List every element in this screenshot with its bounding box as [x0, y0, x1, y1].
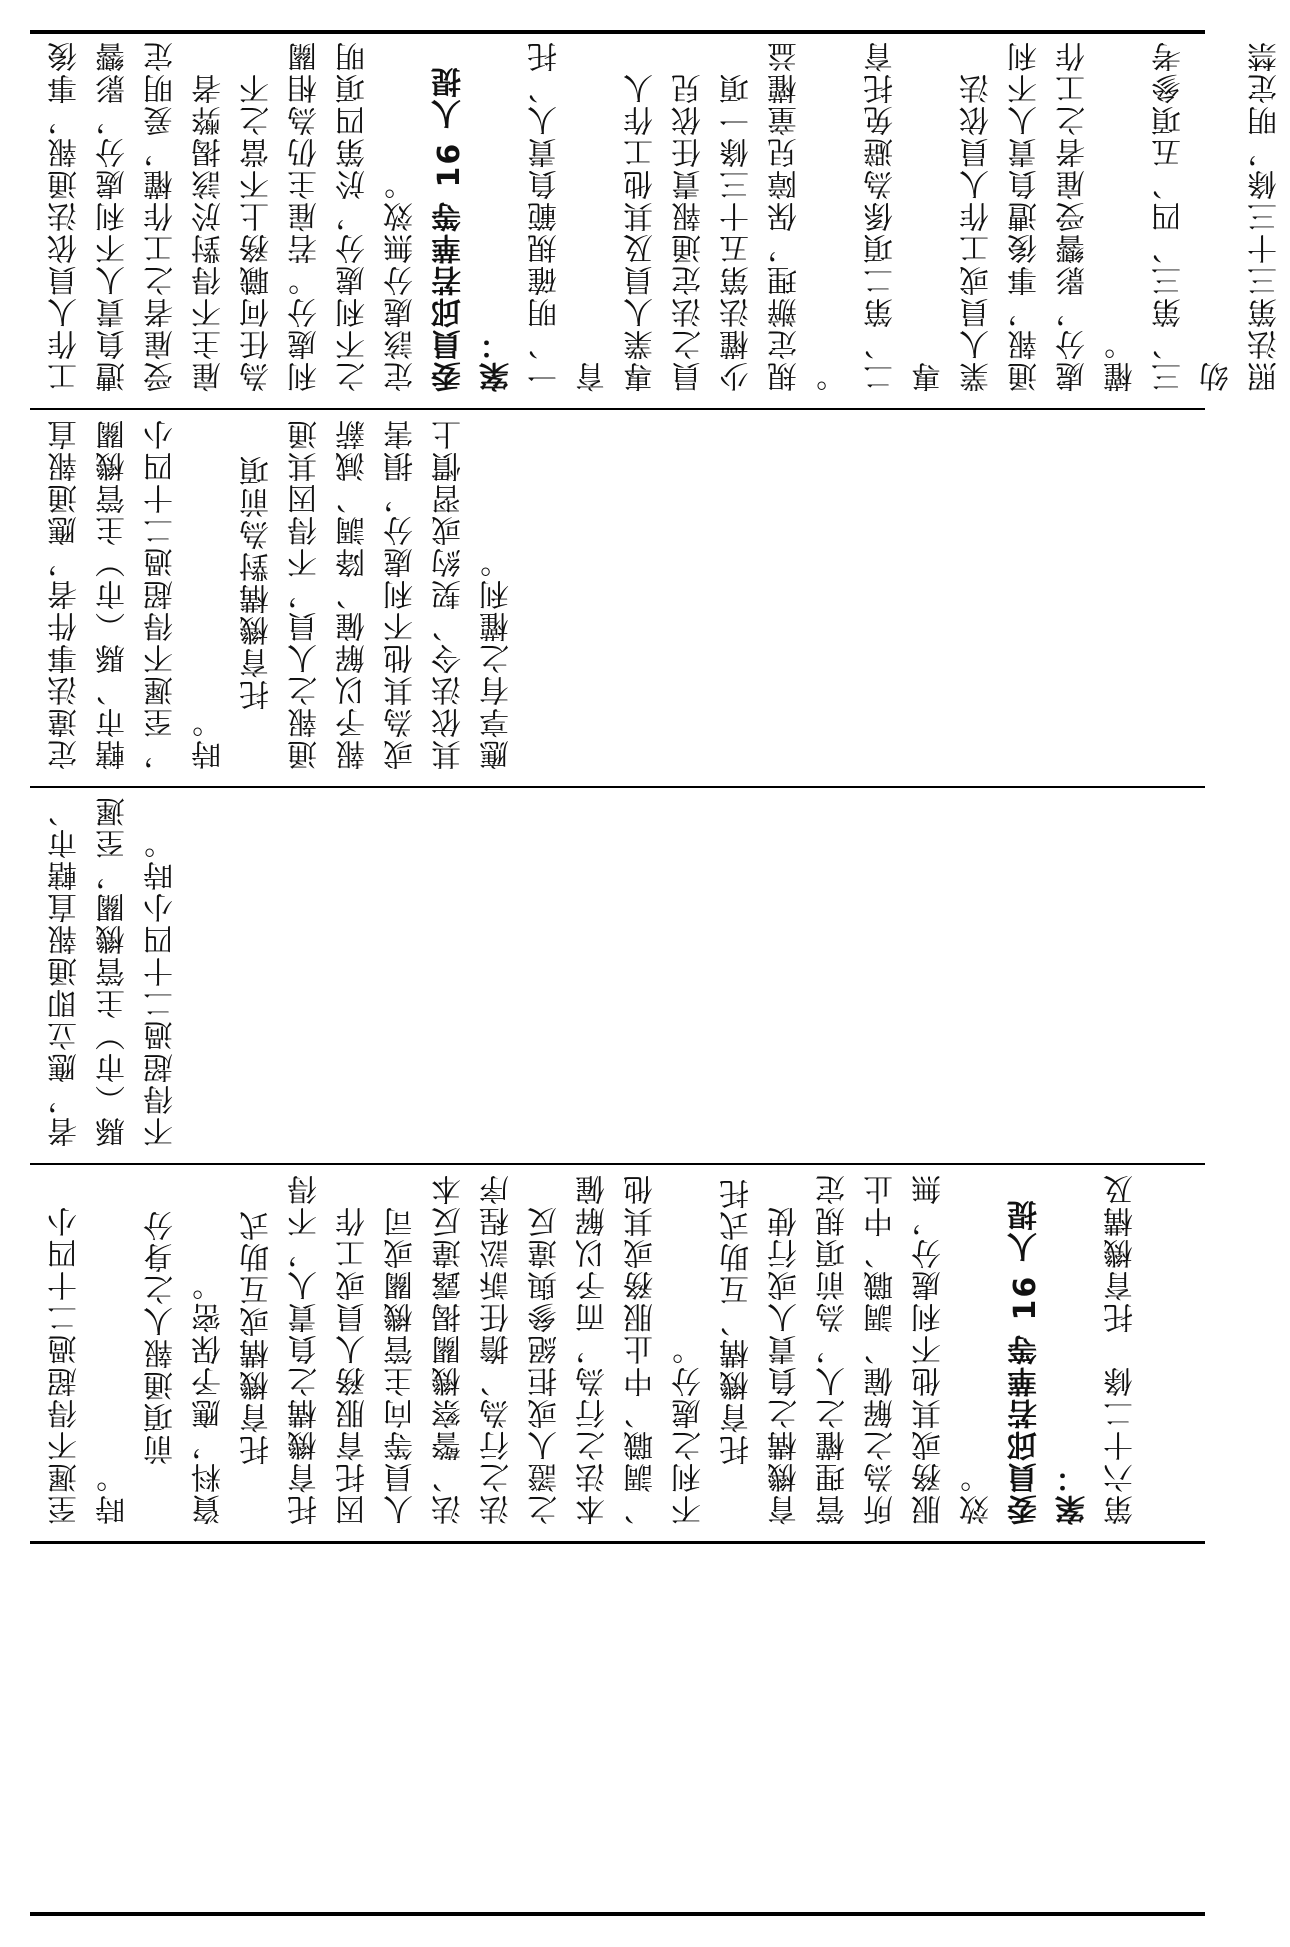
text-line: 因托育服務人員或工作: [336, 1205, 371, 1525]
text-line: 、調職、中止服務或其他: [624, 1173, 659, 1525]
text-line: 。: [816, 360, 851, 392]
text-line: 轄市、縣（市）主管機關: [96, 418, 131, 770]
text-line: 受雇者之工作權，爰明定: [144, 40, 179, 392]
text-line: 時。: [96, 1461, 131, 1525]
text-line: 服務或其他不利處分，無: [912, 1173, 947, 1525]
text-line: 報予以解僱、降調、減薪: [336, 418, 371, 770]
text-line: 業人員或工作人員依法: [960, 72, 995, 392]
text-line: 至遲不得超過二十四小: [48, 1205, 83, 1525]
section-4: [34, 1167, 1204, 1539]
text-line: 時。: [192, 706, 227, 770]
text-line: 管理權之人，為前項規定: [816, 1173, 851, 1525]
text-line: 托育機構、互助式托: [720, 1177, 755, 1465]
text-line: 為任何職務上不當之不: [240, 72, 275, 392]
row-divider-3: [30, 1163, 1205, 1165]
section-2-text: [34, 412, 1204, 784]
text-line: 應享有之權利。: [480, 546, 515, 770]
text-line: 者，應立即通報直轄市、: [48, 795, 83, 1147]
text-line: 少權法第五十三條一項: [720, 72, 755, 392]
text-line: 通報，事後遭負責人不利: [1008, 40, 1043, 392]
text-line: 法之行為、擔任訴訟程序: [480, 1173, 515, 1525]
proposal-heading: 委員邱若華等 16 人提案：: [432, 65, 515, 392]
text-line: 定違法事件者，應通報直: [48, 418, 83, 770]
section-1: [34, 36, 1283, 406]
text-line: 工作人員依法通報，事後: [48, 40, 83, 392]
text-line: 縣（市）主管機關，至遲: [96, 795, 131, 1147]
section-2: [34, 412, 1204, 784]
text-line: 不利之處分。: [672, 1333, 707, 1525]
text-line: 一、明確規範負責人、托育: [528, 40, 611, 392]
text-line: 或為其他不利處分，損害: [384, 418, 419, 770]
proposal-heading: 委員邱若華等 16 人提案：: [1008, 1198, 1091, 1525]
text-line: ，至遲不得超過二十四小: [144, 418, 179, 770]
text-line: 資料，應予保密。: [192, 1269, 227, 1525]
text-line: 本法之行為，而予以解僱: [576, 1173, 611, 1525]
text-line: 員之法定通報責任依兒: [672, 72, 707, 392]
text-line: 托育機構或互助式: [240, 1209, 275, 1465]
section-3: [34, 790, 1204, 1161]
text-line: 其依法令、契約或習慣上: [432, 418, 467, 770]
section-1-text: [34, 36, 1283, 406]
text-line: 三、第三、四、五項參考幼: [1152, 40, 1235, 392]
text-line: 遭負責人不利處分，影響: [96, 40, 131, 392]
text-line: 效。: [960, 1461, 995, 1525]
text-line: 權。: [1104, 328, 1139, 392]
text-line: 處分，影響受雇者之工作: [1056, 40, 1091, 392]
text-line: 之不利處分，於第四項明: [336, 40, 371, 392]
text-line: 雇主不得對於該揭弊者: [192, 72, 227, 392]
text-line: 通報之人員，不得因其通: [288, 418, 323, 770]
text-line: 托育機構之負責人，不得: [288, 1173, 323, 1525]
bottom-border: [30, 1912, 1205, 1916]
row-divider-4: [30, 1541, 1205, 1544]
text-line: 所為之解僱、調職、中止: [864, 1173, 899, 1525]
row-divider-2: [30, 786, 1205, 788]
text-line: 人員等向主管機關或司: [384, 1205, 419, 1525]
text-line: 利處分。若雇主仍為相關: [288, 40, 323, 392]
text-line: 專業人員及其他工作人: [624, 72, 659, 392]
text-line: 法、警察機關揭露違反本: [432, 1173, 467, 1525]
text-line: 照法第三十三條，明定禁: [1248, 40, 1283, 392]
text-line: 第六十二條 托育機構及: [1104, 1173, 1139, 1525]
section-3-text: [34, 790, 1204, 1161]
text-line: 之證人或拒絕參與違反: [528, 1205, 563, 1525]
text-line: 規定辦理，保障兒童權益: [768, 40, 803, 392]
top-border: [30, 30, 1205, 34]
row-divider-1: [30, 408, 1205, 410]
text-line: 定該處分無效。: [384, 168, 419, 392]
text-line: 育機構之負責人或行使: [768, 1205, 803, 1525]
text-line: 二、第二項係為避免托育專: [864, 40, 947, 392]
text-line: 托育機構對為前項: [240, 454, 275, 710]
text-line: 前項通報人之身分: [144, 1209, 179, 1465]
section-4-text: [34, 1167, 1204, 1539]
text-line: 不得超過二十四小時。: [144, 827, 179, 1147]
